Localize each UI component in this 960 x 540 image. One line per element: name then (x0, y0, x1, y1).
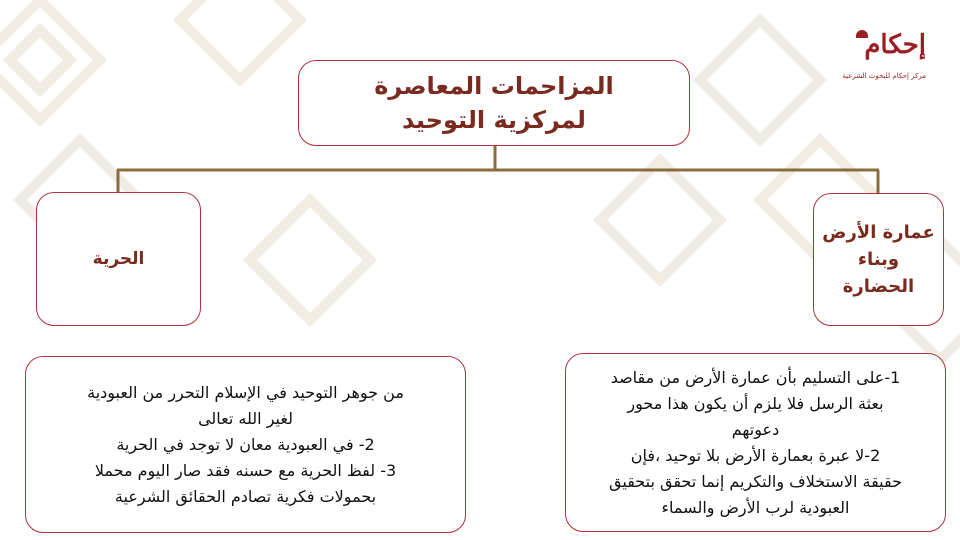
detail-line: بعثة الرسل فلا يلزم أن يكون هذا محور (627, 393, 884, 413)
branch-box-civilization (813, 193, 944, 326)
detail-line: حقيقة الاستخلاف والتكريم إنما تحقق بتحقيق (609, 471, 902, 491)
detail-line: دعوتهم (731, 419, 780, 439)
branch-box-freedom (36, 192, 201, 326)
detail-box-freedom (25, 356, 466, 533)
logo-name: إحكام (864, 30, 926, 60)
detail-line: بحمولات فكرية تصادم الحقائق الشرعية (114, 486, 377, 506)
detail-box-civilization (565, 353, 946, 532)
title-box (298, 60, 690, 146)
detail-line: 2-لا عبرة بعمارة الأرض بلا توحيد ،فإن (630, 445, 881, 465)
detail-line: 1-على التسليم بأن عمارة الأرض من مقاصد (610, 367, 901, 387)
detail-line: لغير الله تعالى (198, 408, 293, 428)
branch-label-civilization: عمارة الأرض وبناء الحضارة (822, 222, 935, 297)
detail-line: 2- في العبودية معان لا توجد في الحرية (116, 434, 375, 454)
detail-line: 3- لفظ الحرية مع حسنه فقد صار اليوم محملا (94, 460, 397, 480)
detail-line: من جوهر التوحيد في الإسلام التحرر من العبودية (87, 382, 404, 402)
logo (842, 24, 928, 94)
diagram-title: المزاحمات المعاصرة لمركزية التوحيد (374, 72, 614, 134)
logo-subtitle: مركز إحكام للبحوث الشرعية (842, 72, 926, 80)
branch-label-freedom: الحرية (92, 249, 145, 269)
detail-line: العبودية لرب الأرض والسماء (661, 497, 850, 517)
